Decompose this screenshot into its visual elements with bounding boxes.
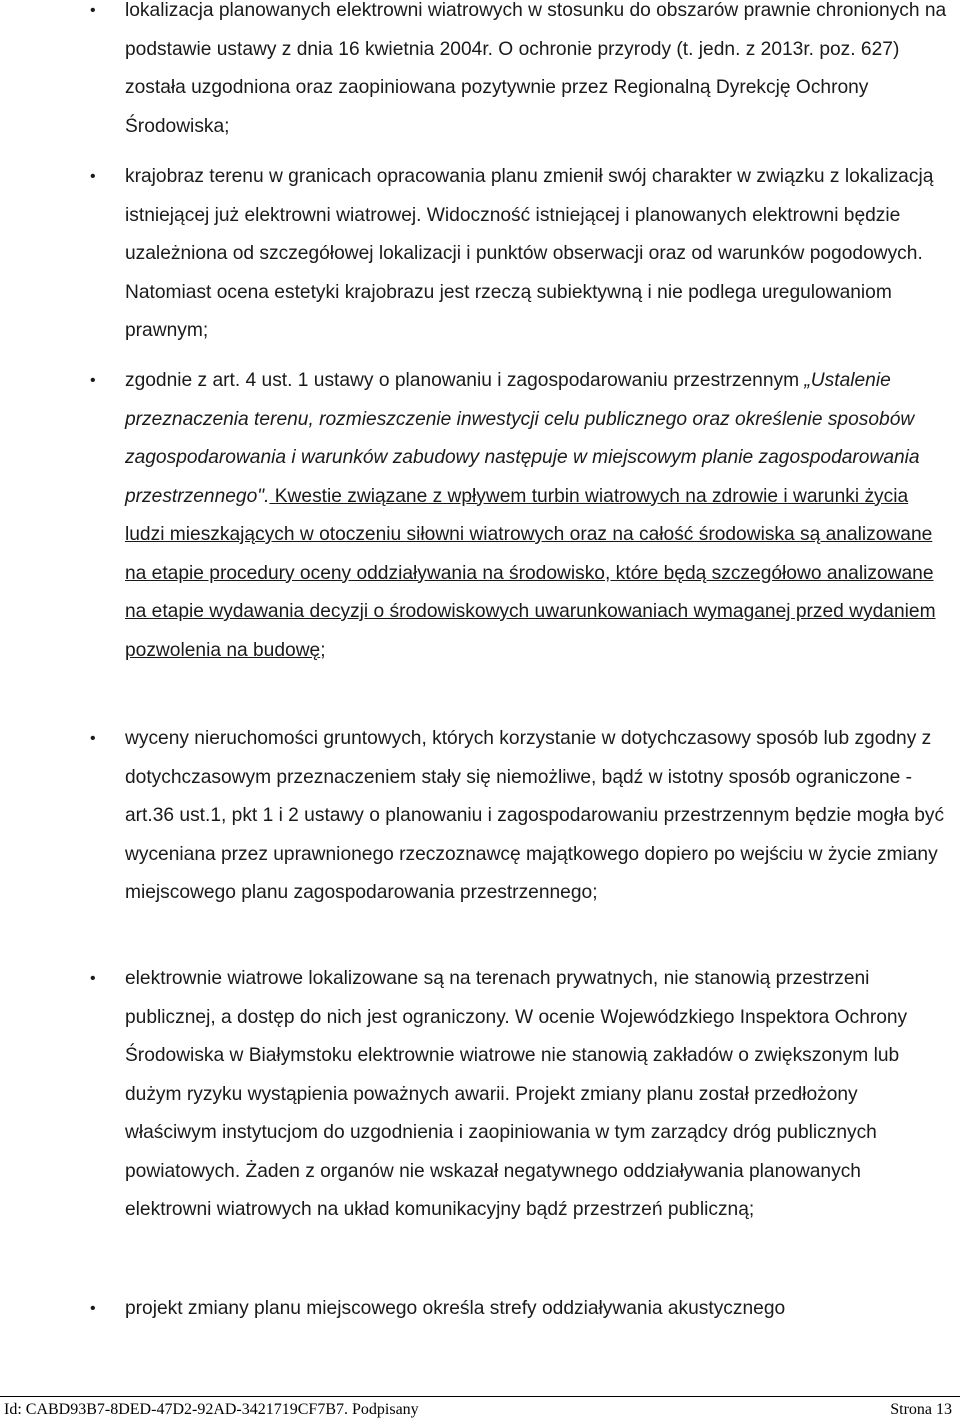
list-item [90,158,947,351]
list-item-text: elektrownie wiatrowe lokalizowane są na terenach prywatnych, nie stanowią przestrzeni publicznej, a dostęp do nich jest ograniczony. W ocenie Wojewódzkiego Inspektora Ochrony Środowiska w Białymstoku elektrownie wiatrowe nie stanowią zakładów o zwiększonym lub dużym ryzyku wystąpienia poważnych awarii. Projekt zmiany planu został przedłożony właściwym instytucjom do uzgodnienia i zaopiniowania w tym zarządcy dróg publicznych powiatowych. Żaden z organów nie wskazał negatywnego oddziaływania planowanych elektrowni wiatrowych na układ komunikacyjny bądź przestrzeń publiczną; [125,968,908,1220]
bullet-icon: • [90,2,96,19]
bullet-icon: • [90,970,96,987]
list-item-text: krajobraz terenu w granicach opracowania planu zmienił swój charakter w związku z lokalizacją istniejącej już elektrowni wiatrowej. Widoczność istniejącej i planowanych elektrowni będzie uzależniona od szczegółowej lokalizacji i punktów obserwacji oraz od warunków pogodowych. Natomiast ocena estetyki krajobrazu jest rzeczą subiektywną i nie podlega uregulowaniom prawnym; [125,166,934,341]
list-item [90,720,947,913]
list-item-text: lokalizacja planowanych elektrowni wiatrowych w stosunku do obszarów prawnie chronionych na podstawie ustawy z dnia 16 kwietnia 2004r. O ochronie przyrody (t. jedn. z 2013r. poz. 627) została uzgodniona oraz zaopiniowana pozytywnie przez Regionalną Dyrekcję Ochrony Środowiska; [125,0,947,137]
list-item [90,1290,947,1329]
bullet-icon: • [90,1300,96,1317]
quoted-law-text: „Ustalenie przeznaczenia terenu, rozmieszczenie inwestycji celu publicznego oraz określenie sposobów zagospodarowania i warunków zabudowy następuje w miejscowym planie zagospodarowania przestrzennego". [125,370,920,507]
footer-divider [0,1396,960,1397]
list-item [90,362,947,670]
underlined-text: Kwestie związane z wpływem turbin wiatrowych na zdrowie i warunki życia ludzi mieszkających w otoczeniu siłowni wiatrowych oraz na całość środowiska są analizowane na etapie procedury oceny oddziaływania na środowisko, które będą szczegółowo analizowane na etapie wydawania decyzji o środowiskowych uwarunkowaniach wymaganej przed wydaniem pozwolenia na budowę [125,485,936,661]
list-item-text: projekt zmiany planu miejscowego określa strefy oddziaływania akustycznego [125,1298,786,1319]
document-id: Id: CABD93B7-8DED-47D2-92AD-3421719CF7B7. Podpisany [4,1401,419,1418]
bullet-icon: • [90,168,96,185]
page-footer [0,1400,960,1420]
list-item-lead-text: zgodnie z art. 4 ust. 1 ustawy o planowaniu i zagospodarowaniu przestrzennym [125,370,805,391]
bullet-icon: • [90,730,96,747]
page-number: Strona 13 [890,1401,952,1418]
list-item-tail-text: ; [320,639,326,661]
bullet-icon: • [90,372,96,389]
list-item [90,0,947,146]
list-item-text: wyceny nieruchomości gruntowych, których korzystanie w dotychczasowy sposób lub zgodny z dotychczasowym przeznaczeniem stały się niemożliwe, bądź w istotny sposób ograniczone - art.36 ust.1, pkt 1 i 2 ustawy o planowaniu i zagospodarowaniu przestrzennym będzie mogła być wyceniana przez uprawnionego rzeczoznawcę majątkowego dopiero po wejściu w życie zmiany miejscowego planu zagospodarowania przestrzennego; [125,728,945,903]
list-item [90,960,947,1230]
